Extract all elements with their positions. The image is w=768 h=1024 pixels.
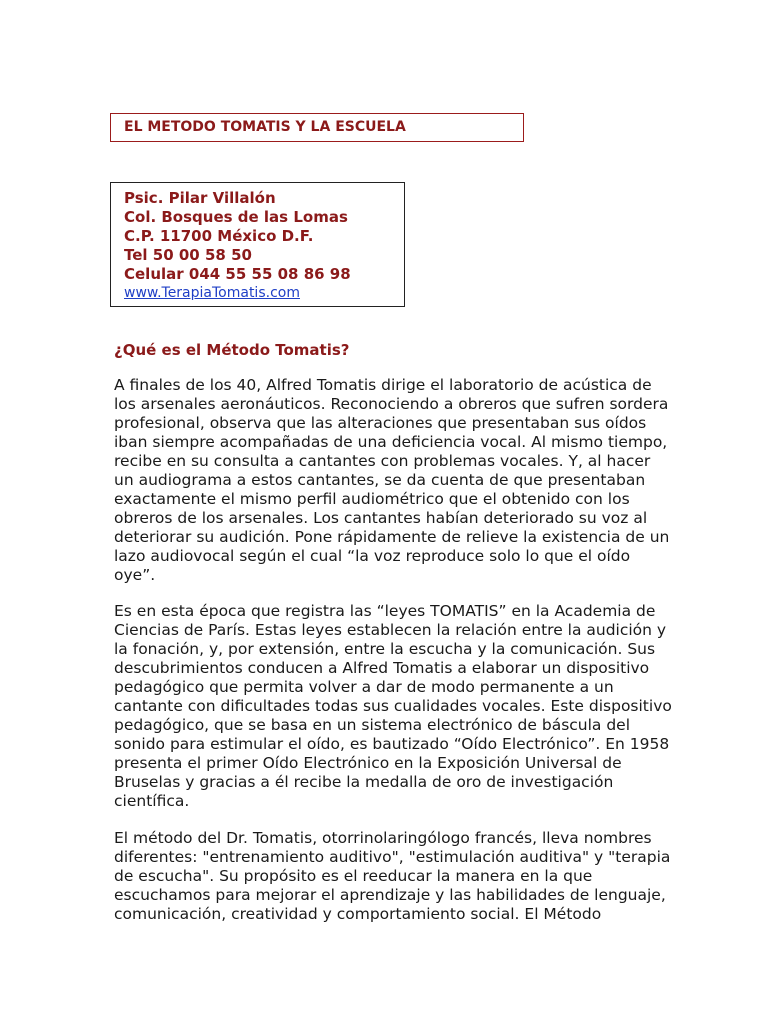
paragraph-line: deteriorar su audición. Pone rápidamente de relieve la existencia de un xyxy=(114,528,670,546)
paragraph-line: un audiograma a estos cantantes, se da cuenta de que presentaban xyxy=(114,471,646,489)
paragraph-2 xyxy=(114,602,674,811)
contact-phone: Tel 50 00 58 50 xyxy=(124,246,252,264)
paragraph-line: profesional, observa que las alteraciones que presentaban sus oídos xyxy=(114,414,647,432)
contact-address: Col. Bosques de las Lomas xyxy=(124,208,348,226)
paragraph-line: Es en esta época que registra las “leyes TOMATIS” en la Academia de xyxy=(114,602,656,620)
contact-postal: C.P. 11700 México D.F. xyxy=(124,227,314,245)
paragraph-line: Ciencias de París. Estas leyes establecen la relación entre la audición y xyxy=(114,621,667,639)
paragraph-line: iban siempre acompañadas de una deficiencia vocal. Al mismo tiempo, xyxy=(114,433,668,451)
paragraph-line: presenta el primer Oído Electrónico en la Exposición Universal de xyxy=(114,754,622,772)
paragraph-line: A finales de los 40, Alfred Tomatis dirige el laboratorio de acústica de xyxy=(114,376,652,394)
paragraph-3 xyxy=(114,829,674,924)
paragraph-line: exactamente el mismo perfil audiométrico que el obtenido con los xyxy=(114,490,630,508)
paragraph-1 xyxy=(114,376,674,585)
paragraph-line: diferentes: "entrenamiento auditivo", "estimulación auditiva" y "terapia xyxy=(114,848,671,866)
paragraph-line: la fonación, y, por extensión, entre la escucha y la comunicación. Sus xyxy=(114,640,656,658)
contact-box xyxy=(110,182,405,307)
paragraph-line: pedagógico que permita volver a dar de modo permanente a un xyxy=(114,678,614,696)
paragraph-line: recibe en su consulta a cantantes con problemas vocales. Y, al hacer xyxy=(114,452,651,470)
document-title-box xyxy=(110,113,524,142)
paragraph-line: pedagógico, que se basa en un sistema electrónico de báscula del xyxy=(114,716,631,734)
paragraph-line: obreros de los arsenales. Los cantantes habían deteriorado su voz al xyxy=(114,509,648,527)
paragraph-line: El método del Dr. Tomatis, otorrinolaringólogo francés, lleva nombres xyxy=(114,829,652,847)
contact-mobile: Celular 044 55 55 08 86 98 xyxy=(124,265,351,283)
document-title: EL METODO TOMATIS Y LA ESCUELA xyxy=(124,119,406,135)
paragraph-line: lazo audiovocal según el cual “la voz reproduce solo lo que el oído xyxy=(114,547,631,565)
contact-name: Psic. Pilar Villalón xyxy=(124,189,276,207)
paragraph-line: escuchamos para mejorar el aprendizaje y las habilidades de lenguaje, xyxy=(114,886,666,904)
paragraph-line: cantante con dificultades todas sus cualidades vocales. Este dispositivo xyxy=(114,697,672,715)
paragraph-line: de escucha". Su propósito es el reeducar la manera en la que xyxy=(114,867,593,885)
website-link[interactable]: www.TerapiaTomatis.com xyxy=(124,285,300,301)
paragraph-line: descubrimientos conducen a Alfred Tomatis a elaborar un dispositivo xyxy=(114,659,650,677)
paragraph-line: comunicación, creatividad y comportamiento social. El Método xyxy=(114,905,602,923)
paragraph-line: Bruselas y gracias a él recibe la medalla de oro de investigación xyxy=(114,773,614,791)
paragraph-line: científica. xyxy=(114,792,190,810)
paragraph-line: los arsenales aeronáuticos. Reconociendo a obreros que sufren sordera xyxy=(114,395,669,413)
section-heading: ¿Qué es el Método Tomatis? xyxy=(114,341,350,359)
paragraph-line: sonido para estimular el oído, es bautizado “Oído Electrónico”. En 1958 xyxy=(114,735,670,753)
paragraph-line: oye”. xyxy=(114,566,156,584)
